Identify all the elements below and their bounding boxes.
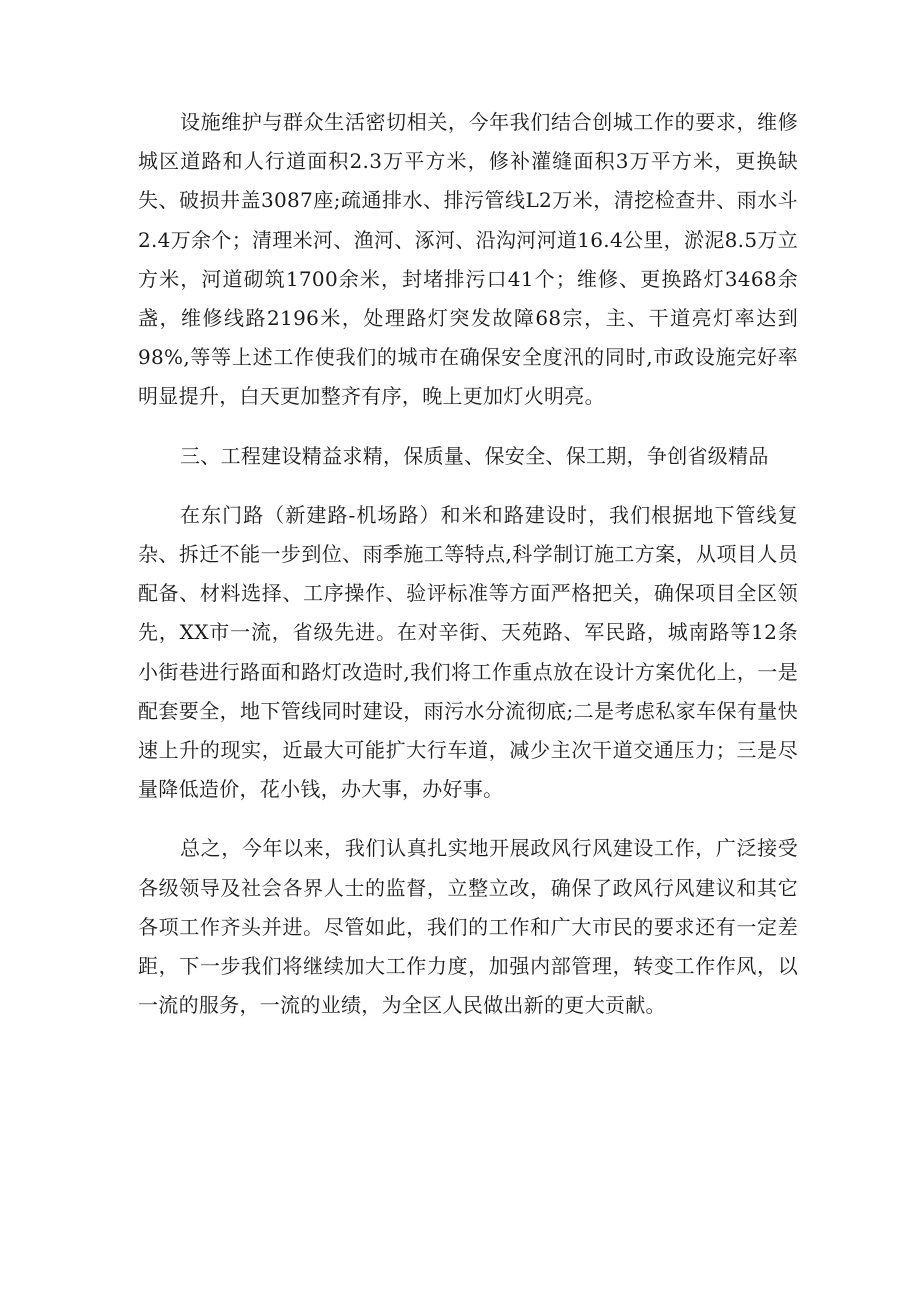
document-body bbox=[138, 103, 798, 1025]
paragraph-road-construction: 在东门路（新建路-机场路）和米和路建设时，我们根据地下管线复杂、拆迁不能一步到位、雨季施工等特点,科学制订施工方案，从项目人员配备、材料选择、工序操作、验评标准等方面严格把关，确保项目全区领先，XX市一流，省级先进。在对辛街、天苑路、军民路，城南路等12条小街巷进行路面和路灯改造时,我们将工作重点放在设计方案优化上，一是配套要全，地下管线同时建设，雨污水分流彻底;二是考虑私家车保有量快速上升的现实，近最大可能扩大行车道，减少主次干道交通压力；三是尽量降低造价，花小钱，办大事，办好事。 bbox=[138, 502, 798, 802]
paragraph-facility-maintenance: 设施维护与群众生活密切相关，今年我们结合创城工作的要求，维修城区道路和人行道面积2.3万平方米，修补灌缝面积3万平方米，更换缺失、破损井盖3087座;疏通排水、排污管线L2万米，清挖检查井、雨水斗2.4万余个；清理米河、渔河、涿河、沿沟河河道16.4公里，淤泥8.5万立方米，河道砌筑1700余米，封堵排污口41个；维修、更换路灯3468余盏，维修线路2196米，处理路灯突发故障68宗，主、干道亮灯率达到98%,等等上述工作使我们的城市在确保安全度汛的同时,市政设施完好率明显提升，白天更加整齐有序，晚上更加灯火明亮。 bbox=[138, 110, 798, 409]
section-heading-engineering: 三、工程建设精益求精，保质量、保安全、保工期，争创省级精品 bbox=[180, 443, 769, 468]
paragraph-conclusion: 总之，今年以来，我们认真扎实地开展政风行风建设工作，广泛接受各级领导及社会各界人士的监督，立整立改，确保了政风行风建议和其它各项工作齐头并进。尽管如此，我们的工作和广大市民的要求还有一定差距，下一步我们将继续加大工作力度，加强内部管理，转变工作作风，以一流的服务，一流的业绩，为全区人民做出新的更大贡献。 bbox=[138, 836, 798, 1018]
